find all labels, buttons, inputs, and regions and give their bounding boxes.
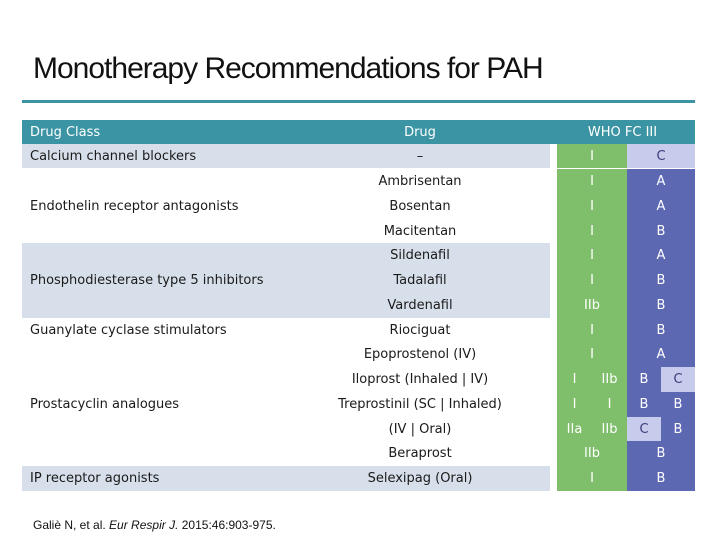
class-pde5: Phosphodiesterase type 5 inhibitors (30, 273, 264, 288)
evidence-level-cell: C (661, 367, 695, 392)
recommendation-class-cell: I (557, 219, 627, 243)
evidence-level-cell: A (627, 342, 695, 367)
drug-name: (IV | Oral) (388, 421, 452, 437)
recommendation-class-cell: IIb (557, 293, 627, 318)
evidence-level-cell: B (627, 466, 695, 491)
recommendation-class-cell: IIb (592, 417, 627, 441)
drug-name: Ambrisentan (378, 174, 462, 189)
citation-journal: Eur Respir J. (109, 518, 179, 532)
drug-name: Macitentan (383, 223, 457, 239)
evidence-level-cell: B (627, 268, 695, 293)
header-drug-class: Drug Class (30, 124, 101, 140)
drug-name: Beraprost (388, 446, 452, 461)
evidence-level-cell: B (627, 441, 695, 466)
evidence-level-cell: C (627, 144, 695, 168)
evidence-level-cell: A (627, 194, 695, 219)
recommendation-class-cell: I (557, 169, 627, 194)
drug-name: Iloprost (Inhaled | IV) (351, 372, 489, 387)
page-title: Monotherapy Recommendations for PAH (33, 52, 543, 85)
recommendation-class-cell: I (592, 392, 627, 417)
title-divider (22, 100, 695, 103)
evidence-level-cell: B (627, 293, 695, 318)
drug-name: Bosentan (389, 199, 451, 214)
drug-name: – (416, 148, 424, 164)
citation-reference: 2015:46:903-975. (181, 518, 276, 532)
recommendation-class-cell: I (557, 194, 627, 219)
recommendation-class-cell: I (557, 318, 627, 342)
recommendation-class-cell: I (557, 466, 627, 491)
recommendation-class-cell: I (557, 268, 627, 293)
evidence-level-cell: B (627, 219, 695, 243)
drug-name: Tadalafil (393, 273, 447, 288)
evidence-level-cell: B (627, 392, 661, 417)
recommendation-class-cell: I (557, 392, 592, 417)
class-prostacyclin: Prostacyclin analogues (30, 397, 180, 412)
evidence-level-cell: A (627, 169, 695, 194)
evidence-level-cell: C (627, 417, 661, 441)
class-ccb: Calcium channel blockers (30, 148, 197, 164)
drug-name: Epoprostenol (IV) (363, 347, 477, 362)
recommendation-class-cell: IIa (557, 417, 592, 441)
recommendations-table (22, 120, 695, 491)
citation-authors: Galiè N, et al. (33, 518, 106, 532)
class-era: Endothelin receptor antagonists (30, 199, 239, 214)
recommendation-class-cell: IIb (592, 367, 627, 392)
drug-name: Sildenafil (390, 248, 450, 263)
class-ip-agonists: IP receptor agonists (30, 471, 160, 486)
recommendation-class-cell: IIb (557, 441, 627, 466)
citation (33, 518, 276, 532)
evidence-level-cell: A (627, 243, 695, 268)
header-who-fc-iii: WHO FC III (587, 124, 658, 140)
recommendation-class-cell: I (557, 243, 627, 268)
drug-name: Treprostinil (SC | Inhaled) (338, 397, 502, 412)
drug-name: Riociguat (389, 322, 451, 338)
drug-name: Vardenafil (387, 298, 453, 313)
header-drug: Drug (404, 124, 436, 140)
evidence-level-cell: B (627, 367, 661, 392)
recommendation-class-cell: I (557, 367, 592, 392)
recommendation-class-cell: I (557, 144, 627, 168)
recommendation-class-cell: I (557, 342, 627, 367)
evidence-level-cell: B (627, 318, 695, 342)
drug-name: Selexipag (Oral) (367, 471, 473, 486)
evidence-level-cell: B (661, 392, 695, 417)
class-sgc: Guanylate cyclase stimulators (30, 322, 227, 338)
evidence-level-cell: B (661, 417, 695, 441)
